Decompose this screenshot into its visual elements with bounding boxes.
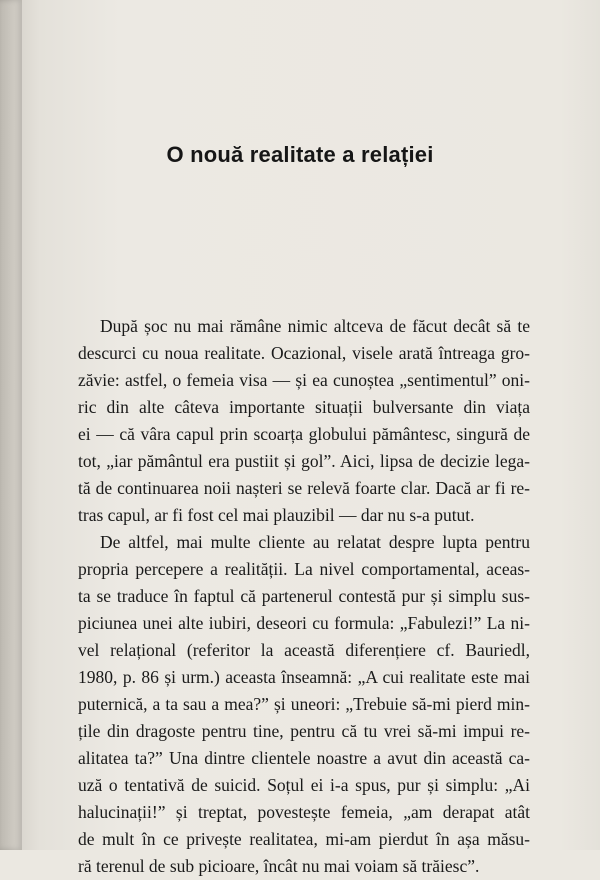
- text-line: tras capul, ar fi fost cel mai plauzibil — dar nu s-a putut.: [78, 505, 475, 525]
- text-line: halucinații!” și treptat, povestește femeia, „am derapat atât: [78, 802, 530, 822]
- text-line: alitatea ta?” Una dintre clientele noastre a avut din această ca-: [78, 748, 530, 768]
- text-line: ric din alte câteva importante situații bulversante din viața: [78, 397, 530, 417]
- text-line: După șoc nu mai rămâne nimic altceva de făcut decât să te: [100, 316, 530, 336]
- text-line: propria percepere a realității. La nivel comportamental, aceas-: [78, 559, 530, 579]
- text-line: vel relațional (referitor la această diferențiere cf. Bauriedl,: [78, 640, 530, 660]
- text-line: de mult în ce privește realitatea, mi-am pierdut în așa măsu-: [78, 829, 530, 849]
- text-line: 1980, p. 86 și urm.) aceasta înseamnă: „A cui realitate este mai: [78, 667, 530, 687]
- text-line: ră terenul de sub picioare, încât nu mai voiam să trăiesc”.: [78, 856, 480, 876]
- body-text: [78, 313, 530, 880]
- text-line: uză o tentativă de suicid. Soțul ei i-a spus, pur și simplu: „Ai: [78, 775, 530, 795]
- page-gutter: [0, 0, 22, 850]
- text-line: ta se traduce în faptul că partenerul contestă pur și simplu sus-: [78, 586, 530, 606]
- text-line: ei — că vâra capul prin scoarța globului pământesc, singură de: [78, 424, 530, 444]
- text-line: țile din dragoste pentru tine, pentru că tu vrei să-mi impui re-: [78, 721, 530, 741]
- text-line: tot, „iar pământul era pustiit și gol”. Aici, lipsa de decizie lega-: [78, 451, 530, 471]
- text-line: zăvie: astfel, o femeia visa — și ea cunoștea „sentimentul” oni-: [78, 370, 530, 390]
- text-line: De altfel, mai multe cliente au relatat despre lupta pentru: [100, 532, 530, 552]
- text-line: tă de continuarea noii nașteri se relevă foarte clar. Dacă ar fi re-: [78, 478, 530, 498]
- paragraph-1: [78, 313, 530, 529]
- paragraph-2: [78, 529, 530, 880]
- text-line: descurci cu noua realitate. Ocazional, visele arată întreaga gro-: [78, 343, 530, 363]
- chapter-title: O nouă realitate a relației: [166, 142, 434, 167]
- text-line: piciunea unei alte iubiri, deseori cu formula: „Fabulezi!” La ni-: [78, 613, 530, 633]
- text-line: puternică, a ta sau a mea?” și uneori: „Trebuie să-mi pierd min-: [78, 694, 530, 714]
